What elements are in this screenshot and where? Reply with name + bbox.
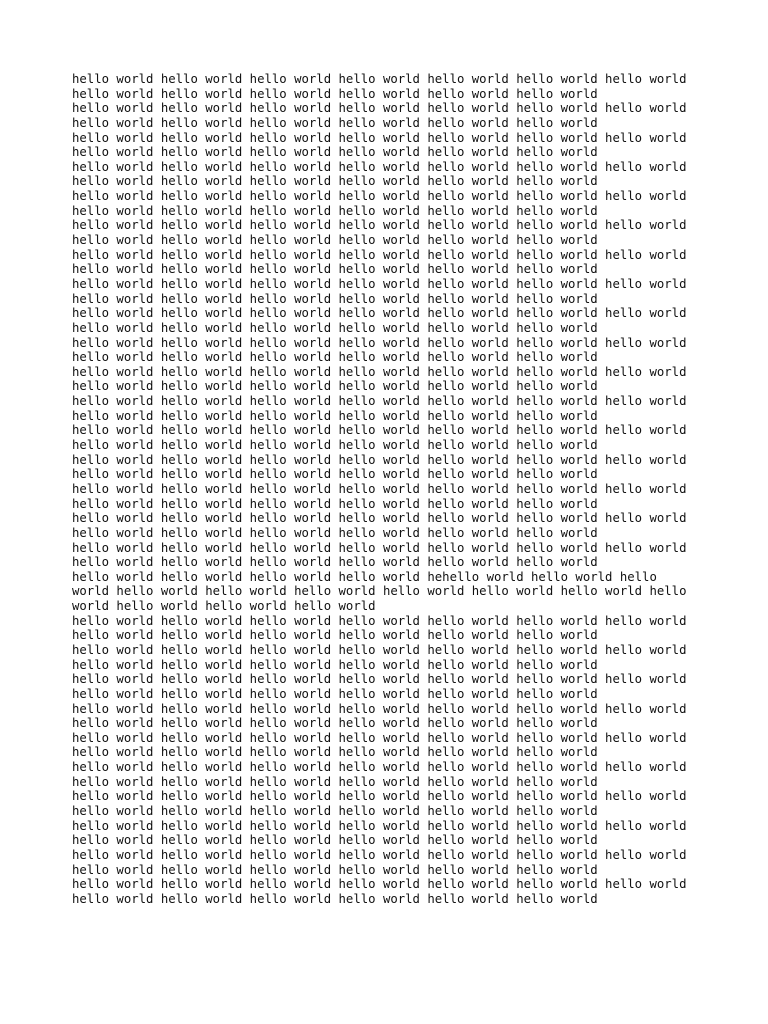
text-line: hello world hello world hello world hello world hello world hello world hello world bbox=[72, 364, 687, 379]
text-line: world hello world hello world hello world hello world hello world hello world hello bbox=[72, 584, 687, 599]
text-line: hello world hello world hello world hello world hello world hello world hello world bbox=[72, 452, 687, 467]
text-line: hello world hello world hello world hello world hello world hello world hello world bbox=[72, 672, 687, 687]
text-line: hello world hello world hello world hello world hello world hello world bbox=[72, 525, 598, 540]
text-line: hello world hello world hello world hello world hello world hello world bbox=[72, 379, 598, 394]
text-line: hello world hello world hello world hello world hello world hello world hello world bbox=[72, 847, 687, 862]
text-line: hello world hello world hello world hello world hello world hello world bbox=[72, 862, 598, 877]
text-line: hello world hello world hello world hello world hello world hello world hello world bbox=[72, 877, 687, 892]
text-line: hello world hello world hello world hello world hello world hello world hello world bbox=[72, 613, 687, 628]
text-line: hello world hello world hello world hello world hehello world hello world hello bbox=[72, 569, 657, 584]
text-line: hello world hello world hello world hello world hello world hello world bbox=[72, 496, 598, 511]
text-line: hello world hello world hello world hello world hello world hello world hello world bbox=[72, 335, 687, 350]
text-line: hello world hello world hello world hello world hello world hello world hello world bbox=[72, 511, 687, 526]
text-line: hello world hello world hello world hello world hello world hello world hello world bbox=[72, 159, 687, 174]
text-line: hello world hello world hello world hello world hello world hello world bbox=[72, 145, 598, 160]
text-line: hello world hello world hello world hello world hello world hello world bbox=[72, 745, 598, 760]
text-line: hello world hello world hello world hello world hello world hello world hello world bbox=[72, 423, 687, 438]
text-line: hello world hello world hello world hello world hello world hello world bbox=[72, 686, 598, 701]
text-line: hello world hello world hello world hello world hello world hello world hello world bbox=[72, 701, 687, 716]
text-line: hello world hello world hello world hello world hello world hello world bbox=[72, 804, 598, 819]
text-line: hello world hello world hello world hello world hello world hello world bbox=[72, 262, 598, 277]
text-line: hello world hello world hello world hello world hello world hello world hello world bbox=[72, 306, 687, 321]
text-line: hello world hello world hello world hello world hello world hello world bbox=[72, 408, 598, 423]
text-line: hello world hello world hello world hello world hello world hello world hello world bbox=[72, 130, 687, 145]
text-line: hello world hello world hello world hello world hello world hello world hello world bbox=[72, 276, 687, 291]
text-line: hello world hello world hello world hello world hello world hello world bbox=[72, 891, 598, 906]
text-line: hello world hello world hello world hello world hello world hello world bbox=[72, 320, 598, 335]
text-line: hello world hello world hello world hello world hello world hello world hello world bbox=[72, 247, 687, 262]
text-line: hello world hello world hello world hello world hello world hello world bbox=[72, 86, 598, 101]
text-line: hello world hello world hello world hello world hello world hello world bbox=[72, 833, 598, 848]
text-line: hello world hello world hello world hello world hello world hello world hello world bbox=[72, 789, 687, 804]
text-line: hello world hello world hello world hello world hello world hello world hello world bbox=[72, 101, 687, 116]
text-line: hello world hello world hello world hello world hello world hello world hello world bbox=[72, 642, 687, 657]
text-line: hello world hello world hello world hello world hello world hello world bbox=[72, 233, 598, 248]
text-line: hello world hello world hello world hello world hello world hello world bbox=[72, 628, 598, 643]
text-line: hello world hello world hello world hello world hello world hello world bbox=[72, 291, 598, 306]
text-line: hello world hello world hello world hello world hello world hello world bbox=[72, 716, 598, 731]
text-line: world hello world hello world hello world bbox=[72, 599, 376, 614]
text-line: hello world hello world hello world hello world hello world hello world bbox=[72, 438, 598, 453]
text-line: hello world hello world hello world hello world hello world hello world bbox=[72, 555, 598, 570]
text-line: hello world hello world hello world hello world hello world hello world hello world bbox=[72, 540, 687, 555]
text-line: hello world hello world hello world hello world hello world hello world bbox=[72, 467, 598, 482]
text-line: hello world hello world hello world hello world hello world hello world bbox=[72, 350, 598, 365]
text-line: hello world hello world hello world hello world hello world hello world hello world bbox=[72, 760, 687, 775]
text-line: hello world hello world hello world hello world hello world hello world hello world bbox=[72, 394, 687, 409]
text-line: hello world hello world hello world hello world hello world hello world hello world bbox=[72, 189, 687, 204]
text-line: hello world hello world hello world hello world hello world hello world bbox=[72, 174, 598, 189]
text-line: hello world hello world hello world hello world hello world hello world hello world bbox=[72, 730, 687, 745]
document-page bbox=[72, 72, 704, 907]
text-line: hello world hello world hello world hello world hello world hello world hello world bbox=[72, 818, 687, 833]
text-line: hello world hello world hello world hello world hello world hello world bbox=[72, 774, 598, 789]
text-line: hello world hello world hello world hello world hello world hello world hello world bbox=[72, 218, 687, 233]
text-line: hello world hello world hello world hello world hello world hello world bbox=[72, 203, 598, 218]
text-line: hello world hello world hello world hello world hello world hello world bbox=[72, 115, 598, 130]
text-line: hello world hello world hello world hello world hello world hello world hello world bbox=[72, 72, 687, 86]
text-line: hello world hello world hello world hello world hello world hello world hello world bbox=[72, 481, 687, 496]
text-line: hello world hello world hello world hello world hello world hello world bbox=[72, 657, 598, 672]
